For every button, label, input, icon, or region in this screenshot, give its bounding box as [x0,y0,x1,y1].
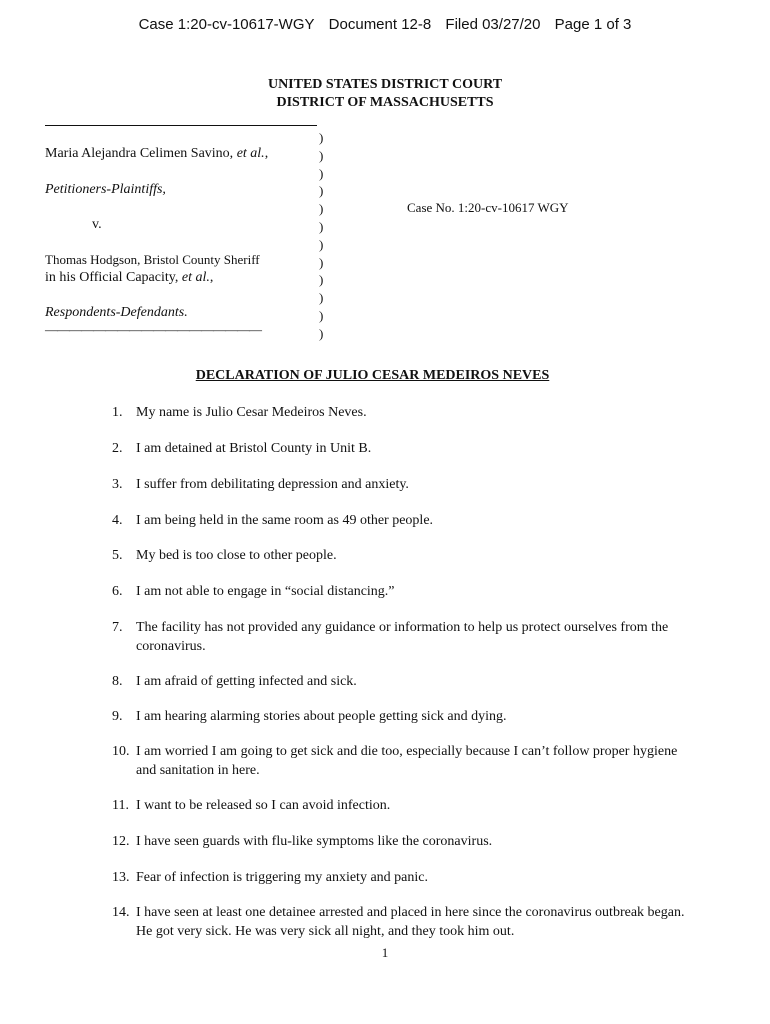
paren: ) [319,272,324,288]
header-filed-date: Filed 03/27/20 [445,16,541,33]
list-item: 6. I am not able to engage in “social distancing.” [112,584,395,599]
paren: ) [319,165,324,181]
respondent-role: Respondents-Defendants. [45,305,188,320]
court-heading [0,76,770,112]
court-name: UNITED STATES DISTRICT COURT [267,77,503,92]
respondent-line-2: in his Official Capacity, et al., [45,270,214,285]
declaration-title: DECLARATION OF JULIO CESAR MEDEIROS NEVES [195,368,550,383]
respondent-line-1: Thomas Hodgson, Bristol County Sheriff [45,252,260,267]
list-item: 4. I am being held in the same room as 49 other people. [112,513,434,528]
paren: ) [319,325,324,341]
petitioner-role: Petitioners-Plaintiffs, [45,182,166,197]
filing-header [0,16,770,33]
paren: ) [319,307,324,323]
list-item: 1. My name is Julio Cesar Medeiros Neves. [112,405,367,420]
list-item: 2. I am detained at Bristol County in Unit B. [112,441,372,456]
versus: v. [92,217,102,232]
list-item: 14. I have seen at least one detainee arrested and placed in here since the coronavirus outbreak began. He got very sick. He was very sick all night, and they took him out. [112,905,685,939]
paren: ) [319,183,324,199]
header-case-number: Case 1:20-cv-10617-WGY [138,16,315,33]
list-item: 10. I am worried I am going to get sick and die too, especially because I can’t follow proper hygiene and sanitation in here. [112,744,678,778]
header-page-count: Page 1 of 3 [554,16,632,33]
paren: ) [319,218,324,234]
caption-parentheses [319,129,323,343]
list-item: 13. Fear of infection is triggering my anxiety and panic. [112,870,428,885]
paren: ) [319,130,324,145]
paren: ) [319,147,324,163]
caption-bottom-rule: —————————————————— [45,322,261,337]
caption-top-rule [45,125,317,126]
header-document-number: Document 12-8 [328,16,432,33]
petitioner-name: Maria Alejandra Celimen Savino, et al., [45,146,269,161]
list-item: 3. I suffer from debilitating depression and anxiety. [112,477,409,492]
list-item: 11. I want to be released so I can avoid infection. [112,798,391,813]
paren: ) [319,201,324,217]
page-number: 1 [381,945,389,960]
list-item: 9. I am hearing alarming stories about people getting sick and dying. [112,709,507,724]
case-number: Case No. 1:20-cv-10617 WGY [407,200,569,215]
list-item: 12. I have seen guards with flu-like symptoms like the coronavirus. [112,834,493,849]
list-item: 7. The facility has not provided any guidance or information to help us protect ourselves from the coronavirus. [112,620,669,654]
paren: ) [319,254,324,270]
paren: ) [319,290,324,306]
list-item: 5. My bed is too close to other people. [112,548,337,563]
list-item: 8. I am afraid of getting infected and sick. [112,674,357,689]
paren: ) [319,236,324,252]
court-district: DISTRICT OF MASSACHUSETTS [276,95,494,110]
